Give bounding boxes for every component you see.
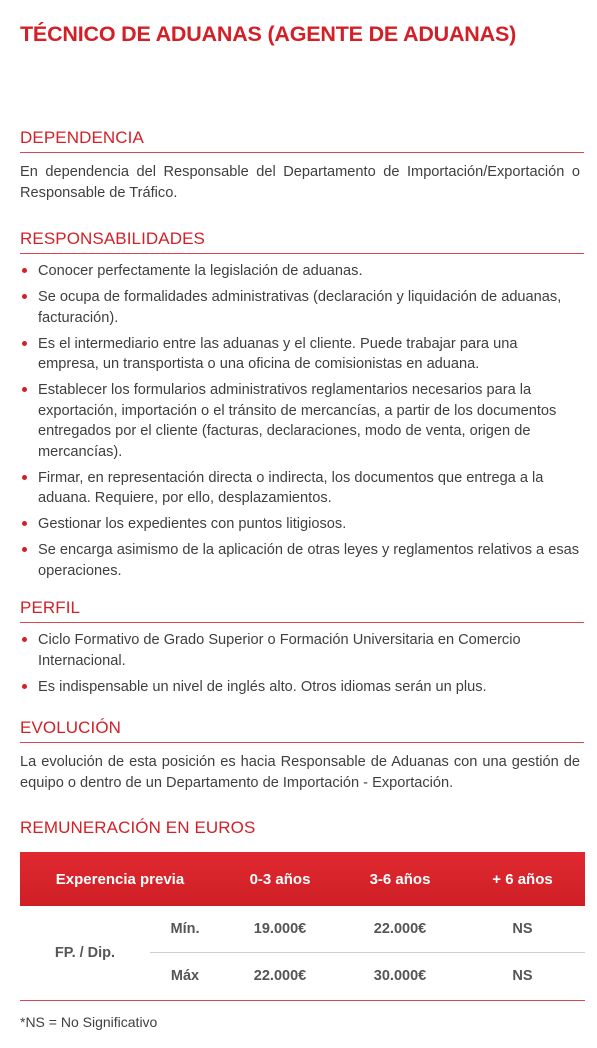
list-item-text: Establecer los formularios administrativos reglamentarios necesarios para la exportación, importación o el tránsito de mercancías, a partir de los documentos entregados por el cliente (facturas, declaraciones, modo de venta, origen de mercancías). xyxy=(38,382,557,460)
list-item-text: Gestionar los expedientes con puntos litigiosos. xyxy=(38,516,347,532)
bullet-icon xyxy=(22,294,27,299)
section-heading-responsabilidades: RESPONSABILIDADES xyxy=(20,229,584,254)
bullet-icon xyxy=(22,341,27,346)
list-item-text: Conocer perfectamente la legislación de aduanas. xyxy=(38,263,363,279)
section-heading-perfil: PERFIL xyxy=(20,598,584,623)
page-title: TÉCNICO DE ADUANAS (AGENTE DE ADUANAS) xyxy=(20,22,517,46)
list-item xyxy=(20,630,580,671)
divider xyxy=(20,1000,585,1001)
footnote: *NS = No Significativo xyxy=(20,1014,158,1030)
salary-table xyxy=(20,852,585,999)
table-cell: NS xyxy=(512,968,533,984)
list-item-text: Se ocupa de formalidades administrativas (declaración y liquidación de aduanas, facturación). xyxy=(38,289,562,326)
list-item-text: Es indispensable un nivel de inglés alto. Otros idiomas serán un plus. xyxy=(38,678,487,695)
list-item-text: Se encarga asimismo de la aplicación de otras leyes y reglamentos relativos a esas operaciones. xyxy=(38,542,580,579)
column-header: 3-6 años xyxy=(340,852,460,906)
bullet-icon xyxy=(22,637,27,642)
bullet-icon xyxy=(22,684,27,689)
list-item-text: Firmar, en representación directa o indirecta, los documentos que entrega a la aduana. Requiere, por ello, desplazamientos. xyxy=(38,469,544,506)
section-heading-remuneracion: REMUNERACIÓN EN EUROS xyxy=(20,818,256,837)
bullet-icon xyxy=(22,268,27,273)
table-cell: 22.000€ xyxy=(340,906,460,953)
bullet-icon xyxy=(22,547,27,552)
column-header: 0-3 años xyxy=(220,852,340,906)
row-label: Mín. xyxy=(150,906,220,953)
table-cell: 30.000€ xyxy=(373,968,427,984)
list-item xyxy=(20,380,580,462)
bullet-icon xyxy=(22,475,27,480)
list-item xyxy=(20,334,580,375)
evolucion-text: La evolución de esta posición es hacia Responsable de Aduanas con una gestión de equipo o dentro de un Departamento de Importación - Exportación. xyxy=(20,754,580,791)
table-cell: 22.000€ xyxy=(253,968,307,984)
list-item xyxy=(20,468,580,509)
dependencia-text: En dependencia del Responsable del Departamento de Importación/Exportación o Responsable de Tráfico. xyxy=(20,164,580,201)
bullet-icon xyxy=(22,521,27,526)
list-item xyxy=(20,514,580,535)
list-item xyxy=(20,261,580,282)
list-item-text: Ciclo Formativo de Grado Superior o Formación Universitaria en Comercio Internacional. xyxy=(38,632,521,669)
row-label: Máx xyxy=(170,968,200,984)
bullet-icon xyxy=(22,387,27,392)
table-header-row xyxy=(20,852,585,906)
perfil-list xyxy=(20,630,580,703)
section-heading-evolucion: EVOLUCIÓN xyxy=(20,718,584,743)
table-cell: NS xyxy=(460,906,585,953)
list-item xyxy=(20,540,580,581)
column-header: + 6 años xyxy=(460,852,585,906)
section-heading-dependencia: DEPENDENCIA xyxy=(20,128,584,153)
responsabilidades-list xyxy=(20,261,580,587)
table-row xyxy=(20,906,585,953)
list-item-text: Es el intermediario entre las aduanas y el cliente. Puede trabajar para una empresa, un transportista o una oficina de comisionistas en aduana. xyxy=(38,335,518,372)
group-label: FP. / Dip. xyxy=(54,944,116,961)
table-cell: 19.000€ xyxy=(220,906,340,953)
list-item xyxy=(20,287,580,328)
list-item xyxy=(20,677,580,698)
column-header: Experencia previa xyxy=(20,852,220,906)
